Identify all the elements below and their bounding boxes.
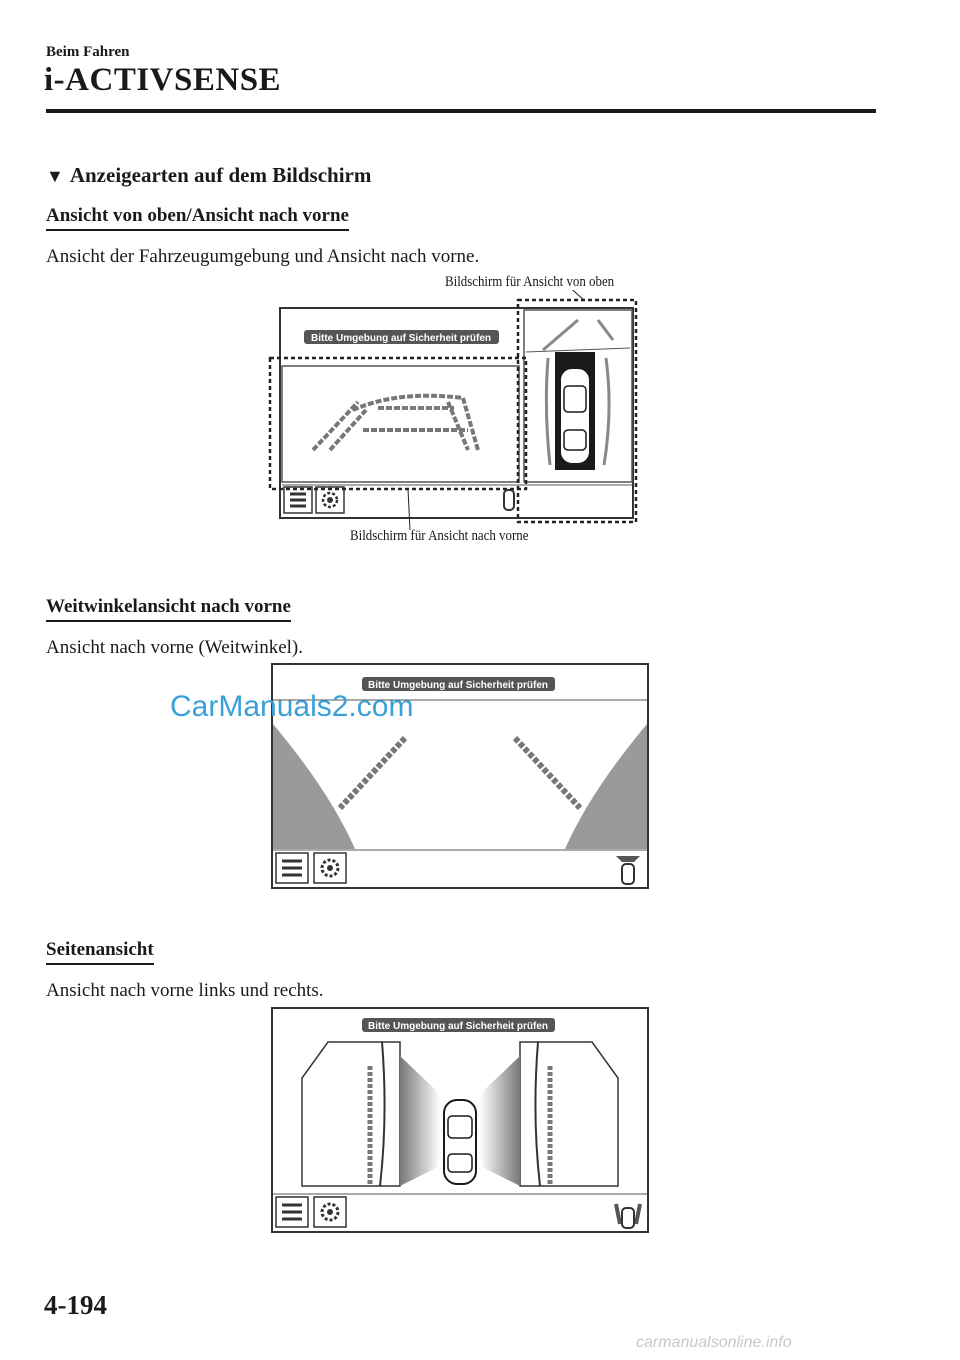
warning-banner <box>304 330 499 344</box>
warning-banner <box>362 677 555 691</box>
footer-site-watermark: carmanualsonline.info <box>636 1334 792 1351</box>
header-rule <box>46 109 876 113</box>
heading-wide-view: Weitwinkelansicht nach vorne <box>46 596 291 622</box>
watermark-text: CarManuals2.com <box>170 690 414 723</box>
callout-top-view-screen: Bildschirm für Ansicht von oben <box>445 274 615 290</box>
camera-switch-icon[interactable] <box>276 1197 308 1227</box>
car-topview-icon <box>444 1100 476 1184</box>
subsection-title <box>46 163 371 188</box>
settings-gear-icon[interactable] <box>314 853 346 883</box>
description-top-front-view: Ansicht der Fahrzeugumgebung und Ansicht nach vorne. <box>46 246 480 267</box>
warning-banner-text: Bitte Umgebung auf Sicherheit prüfen <box>367 1021 549 1032</box>
heading-top-front-view: Ansicht von oben/Ansicht nach vorne <box>46 205 349 231</box>
figure-top-front-view <box>268 290 648 530</box>
description-side-view: Ansicht nach vorne links und rechts. <box>46 980 324 1001</box>
callout-front-view-screen: Bildschirm für Ansicht nach vorne <box>350 528 529 544</box>
warning-banner <box>362 1018 555 1032</box>
heading-side-view: Seitenansicht <box>46 939 154 965</box>
warning-banner-text: Bitte Umgebung auf Sicherheit prüfen <box>310 333 492 344</box>
top-view-leader-line <box>568 290 584 300</box>
front-view-area <box>282 366 519 482</box>
chapter-label: Beim Fahren <box>46 44 130 60</box>
subsection-marker-icon: ▼ <box>46 166 64 186</box>
section-title: i-ACTIVSENSE <box>44 62 282 98</box>
settings-gear-icon[interactable] <box>316 487 344 513</box>
figure-side-view <box>270 1006 650 1234</box>
description-wide-view: Ansicht nach vorne (Weitwinkel). <box>46 637 304 658</box>
camera-switch-icon[interactable] <box>284 487 312 513</box>
car-topview-icon <box>560 368 590 464</box>
page-number: 4-194 <box>44 1290 107 1320</box>
warning-banner-text: Bitte Umgebung auf Sicherheit prüfen <box>367 680 549 691</box>
settings-gear-icon[interactable] <box>314 1197 346 1227</box>
camera-switch-icon[interactable] <box>276 853 308 883</box>
subsection-title-text: Anzeigearten auf dem Bildschirm <box>69 163 372 187</box>
